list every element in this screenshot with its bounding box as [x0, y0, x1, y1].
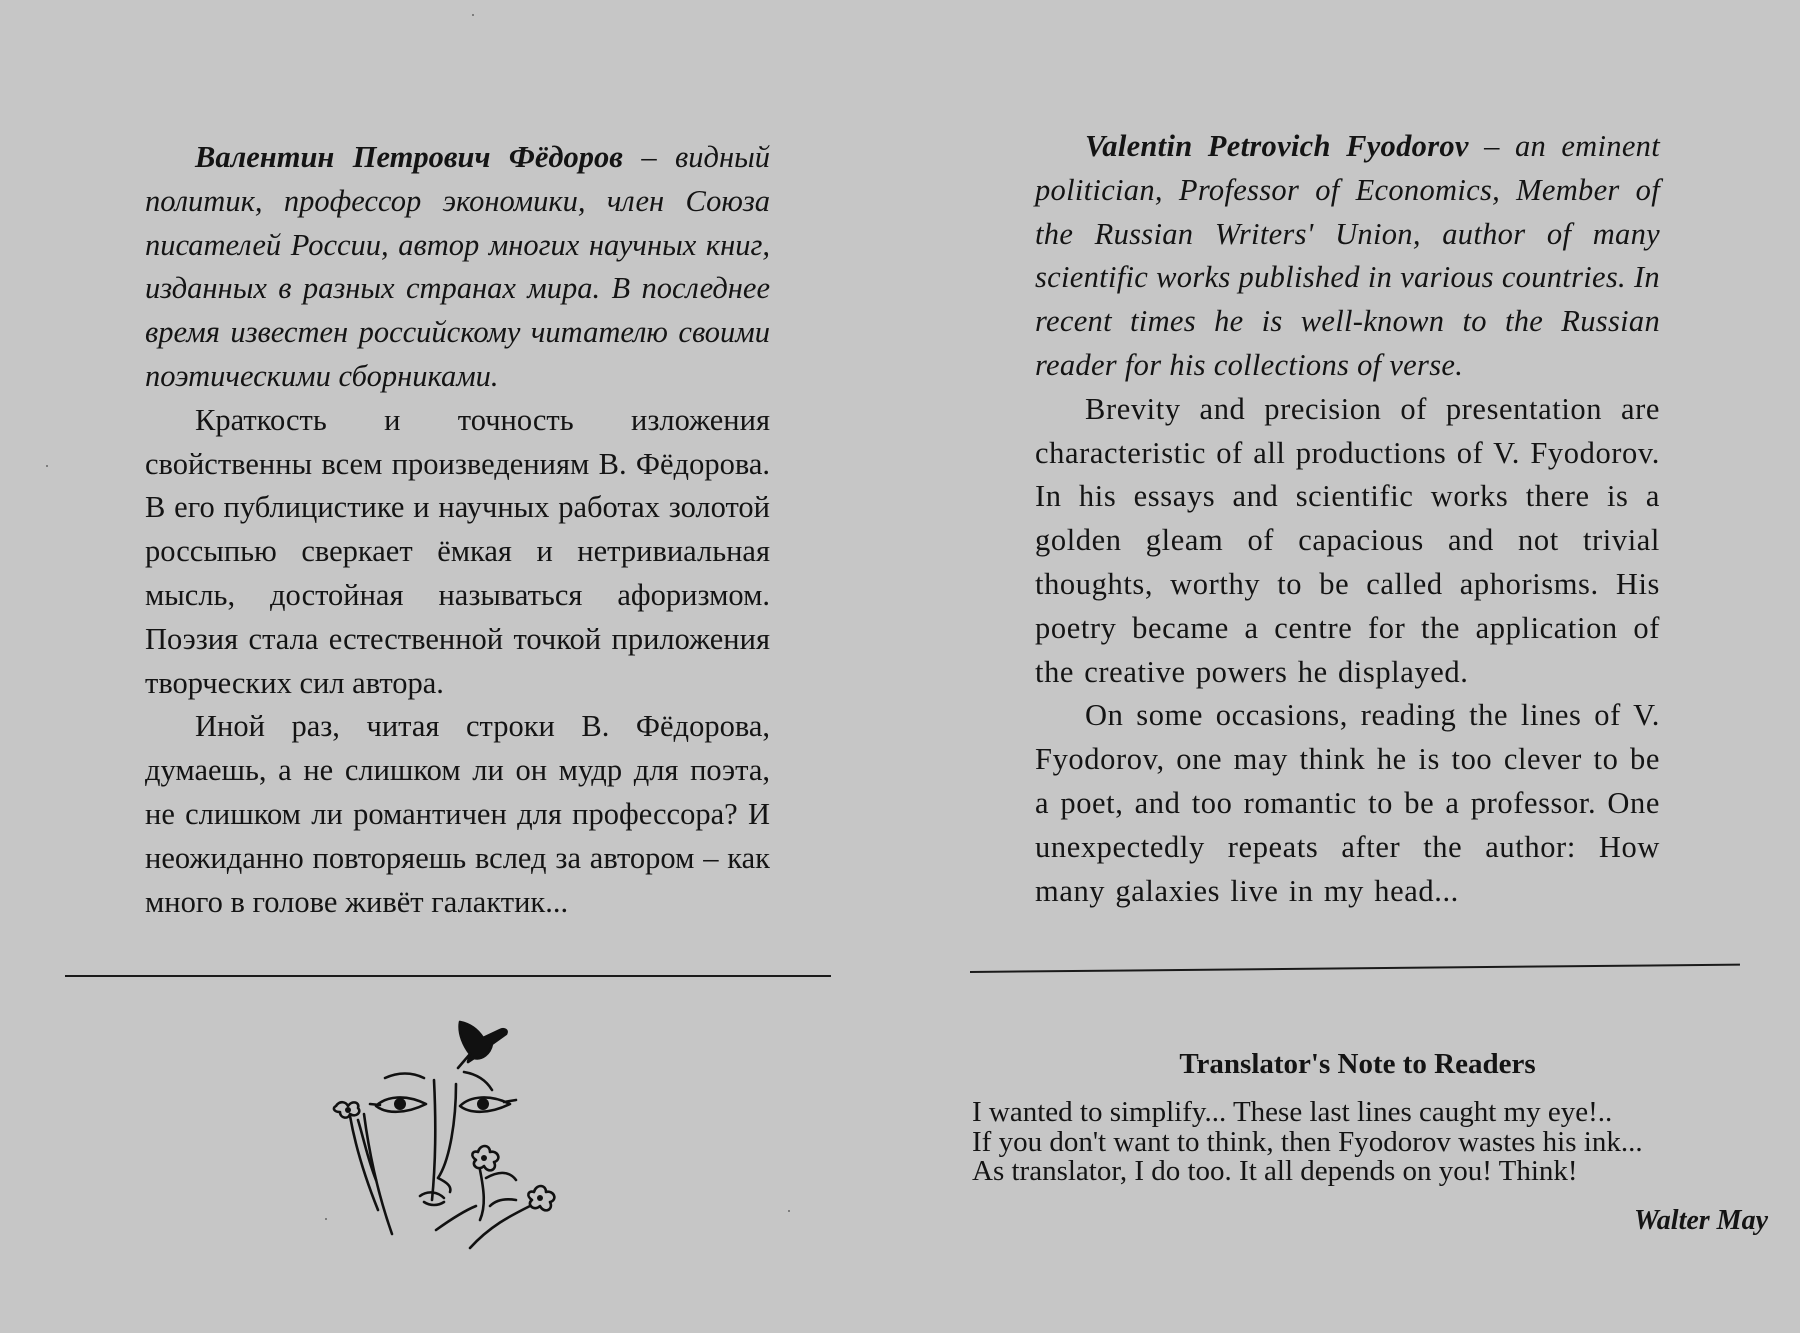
right-text-column: [1035, 125, 1660, 913]
translator-note-line: As translator, I do too. It all depends on you! Think!: [972, 1155, 1578, 1187]
translator-note-title: Translator's Note to Readers: [1179, 1048, 1536, 1080]
right-paragraph-2: Brevity and precision of presentation are characteristic of all productions of V. Fyodorov. In his essays and scientific works there is a golden gleam of capacious and not trivial thoughts, worthy to be called aphorisms. His poetry became a centre for the application of the creative powers he displayed.: [1035, 391, 1660, 689]
right-intro-paragraph: [1035, 125, 1660, 388]
left-intro-text: – видный политик, профессор экономики, член Союза писателей России, автор многих научных книг, изданных в разных странах мира. В последнее время известен российскому читателю своими поэтическими сборниками.: [145, 140, 770, 393]
author-name-en: Valentin Petrovich Fyodorov: [1085, 129, 1469, 163]
left-text-column: [145, 136, 770, 924]
translator-note-line: I wanted to simplify... These last lines caught my eye!..: [972, 1096, 1613, 1128]
right-page: [900, 0, 1800, 1333]
left-paragraph-2: Краткость и точность изложения свойственны всем произведениям В. Фёдорова. В его публицистике и научных работах золотой россыпью сверкает ёмкая и нетривиальная мысль, достойная называться афоризмом. Поэзия стала естественной точкой приложения творческих сил автора.: [145, 402, 770, 700]
translator-signature: Walter May: [1633, 1205, 1768, 1236]
translator-note-body: [972, 1098, 1752, 1187]
right-intro-text: – an eminent politician, Professor of Economics, Member of the Russian Writers' Union, author of many scientific works published in various countries. In recent times he is well-known to the Russian reader for his collections of verse.: [1035, 129, 1660, 382]
left-paragraph-3: Иной раз, читая строки В. Фёдорова, думаешь, а не слишком ли он мудр для поэта, не слишком ли романтичен для профессора? И неожиданно повторяешь вслед за автором – как много в голове живёт галактик...: [145, 709, 770, 919]
paper-speck: [46, 465, 48, 467]
right-paragraph-3: On some occasions, reading the lines of V. Fyodorov, one may think he is too clever to be a poet, and too romantic to be a professor. One unexpectedly repeats after the author: How many galaxies live in my head...: [1035, 698, 1660, 908]
face-with-bird-and-flowers-drawing-icon: [320, 1010, 580, 1250]
paper-speck: [788, 1210, 790, 1212]
right-divider-rule: [970, 964, 1740, 973]
left-divider-rule: [65, 975, 831, 977]
left-intro-paragraph: [145, 136, 770, 399]
translator-note-line: If you don't want to think, then Fyodorov wastes his ink...: [972, 1125, 1643, 1158]
paper-speck: [325, 1218, 327, 1220]
author-name-ru: Валентин Петрович Фёдоров: [195, 140, 623, 174]
paper-speck: [472, 14, 474, 16]
